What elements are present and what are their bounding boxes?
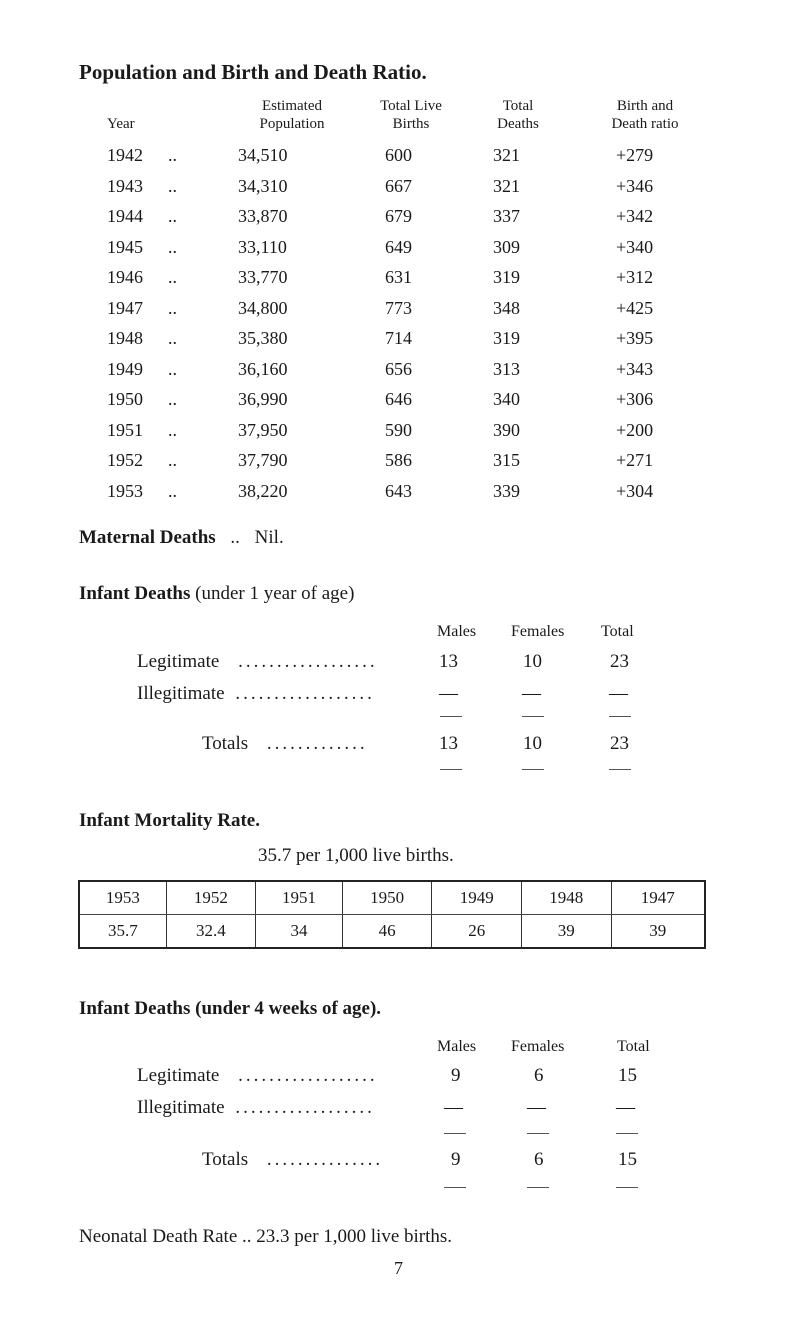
header-deaths-line2: Deaths [497, 116, 539, 132]
infant-rule-females-bottom [522, 769, 544, 770]
infant-legit-label: Legitimate [137, 651, 220, 672]
population-cell-ratio: +306 [616, 389, 654, 409]
neonatal-illegit-total: — [616, 1097, 635, 1118]
population-title: Population and Birth and Death Ratio. [79, 60, 427, 84]
neonatal-row-illegitimate [137, 1097, 375, 1119]
maternal-line [79, 527, 284, 549]
population-cell-dots: .. [168, 206, 177, 226]
population-cell-year: 1942 [107, 145, 143, 165]
population-cell-population: 33,870 [238, 206, 288, 226]
population-cell-deaths: 309 [493, 236, 520, 257]
population-cell-year: 1945 [107, 236, 143, 257]
population-cell-ratio: +346 [616, 175, 654, 196]
neonatal-rule-females-top [527, 1133, 549, 1134]
neonatal-title: Infant Deaths (under 4 weeks of age). [79, 998, 382, 1019]
population-cell-deaths: 321 [493, 145, 520, 165]
neonatal-legit-females: 6 [534, 1065, 544, 1086]
infant-totals-total: 23 [610, 733, 629, 754]
population-cell-births: 643 [385, 480, 412, 501]
population-cell-year: 1943 [107, 175, 143, 196]
mortality-rate-cell: 32.4 [166, 915, 256, 949]
header-population-line1: Estimated [262, 98, 322, 114]
neonatal-illegit-males: — [444, 1097, 463, 1118]
population-cell-ratio: +200 [616, 419, 654, 440]
infant-row-totals [202, 733, 368, 755]
infant-row-legitimate [137, 651, 378, 673]
header-population-line2: Population [259, 116, 325, 132]
population-cell-deaths: 319 [493, 267, 520, 287]
mortality-years-row [79, 881, 705, 915]
population-cell-dots: .. [168, 450, 177, 470]
population-cell-population: 36,160 [238, 358, 288, 379]
population-cell-population: 34,510 [238, 145, 288, 165]
population-cell-population: 34,800 [238, 297, 288, 318]
population-cell-year: 1951 [107, 419, 143, 440]
infant-rule-males-top [440, 716, 462, 717]
population-cell-births: 714 [385, 328, 412, 348]
neonatal-rule-males-bottom [444, 1187, 466, 1188]
infant-title-rest: (under 1 year of age) [195, 583, 355, 604]
infant-legit-females: 10 [523, 651, 542, 672]
population-cell-population: 38,220 [238, 480, 288, 501]
mortality-year-cell: 1951 [256, 881, 343, 915]
neonatal-legit-label: Legitimate [137, 1065, 220, 1086]
population-cell-ratio: +312 [616, 267, 654, 287]
neonatal-legit-leader: .................. [238, 1065, 378, 1086]
population-cell-ratio: +425 [616, 297, 654, 318]
maternal-value: Nil. [254, 527, 284, 548]
infant-rule-total-bottom [609, 769, 631, 770]
population-cell-deaths: 390 [493, 419, 520, 440]
mortality-year-cell: 1948 [521, 881, 611, 915]
population-cell-deaths: 339 [493, 480, 520, 501]
neonatal-totals-leader: ............... [266, 1149, 384, 1170]
mortality-rate-cell: 26 [432, 915, 522, 949]
population-cell-dots: .. [168, 297, 177, 318]
neonatal-row-totals [202, 1149, 383, 1171]
population-cell-dots: .. [168, 389, 177, 409]
header-ratio-line1: Birth and [616, 98, 674, 114]
infant-illegit-males: — [439, 683, 458, 704]
population-cell-births: 600 [385, 145, 412, 165]
population-cell-births: 656 [385, 358, 412, 379]
population-cell-dots: .. [168, 145, 177, 165]
population-cell-dots: .. [168, 419, 177, 440]
population-cell-population: 37,950 [238, 419, 288, 440]
neonatal-totals-label: Totals [202, 1149, 249, 1170]
mortality-year-cell: 1950 [342, 881, 432, 915]
infant-legit-leader: .................. [238, 651, 378, 672]
population-cell-dots: .. [168, 267, 177, 287]
neonatal-rule-total-bottom [616, 1187, 638, 1188]
population-cell-births: 646 [385, 389, 412, 409]
page-number: 7 [394, 1258, 403, 1278]
population-cell-deaths: 337 [493, 206, 520, 226]
infant-legit-total: 23 [610, 651, 629, 672]
infant-rule-total-top [609, 716, 631, 717]
mortality-subtitle: 35.7 per 1,000 live births. [258, 845, 454, 866]
population-cell-births: 773 [385, 297, 412, 318]
population-cell-dots: .. [168, 358, 177, 379]
population-cell-population: 37,790 [238, 450, 288, 470]
infant-title [79, 583, 354, 605]
neonatal-totals-total: 15 [618, 1149, 637, 1170]
population-cell-population: 36,990 [238, 389, 288, 409]
infant-legit-males: 13 [439, 651, 458, 672]
population-cell-births: 631 [385, 267, 412, 287]
infant-illegit-females: — [522, 683, 541, 704]
population-cell-year: 1947 [107, 297, 143, 318]
infant-totals-leader: ............. [266, 733, 368, 754]
header-births-line2: Births [392, 116, 430, 132]
mortality-rate-cell: 34 [256, 915, 343, 949]
population-cell-births: 679 [385, 206, 412, 226]
population-cell-population: 35,380 [238, 328, 288, 348]
population-cell-dots: .. [168, 175, 177, 196]
population-cell-deaths: 348 [493, 297, 520, 318]
maternal-label: Maternal Deaths [79, 527, 216, 548]
population-cell-population: 33,110 [238, 236, 287, 257]
population-cell-year: 1949 [107, 358, 143, 379]
header-deaths-line1: Total [502, 98, 534, 114]
header-deaths [458, 97, 578, 133]
population-cell-births: 667 [385, 175, 412, 196]
header-ratio-line2: Death ratio [611, 116, 679, 132]
neonatal-rule-males-top [444, 1133, 466, 1134]
population-cell-dots: .. [168, 480, 177, 501]
infant-totals-males: 13 [439, 733, 458, 754]
mortality-rate-cell: 39 [611, 915, 705, 949]
neonatal-header-females: Females [511, 1038, 565, 1055]
population-cell-year: 1952 [107, 450, 143, 470]
population-cell-deaths: 319 [493, 328, 520, 348]
mortality-year-cell: 1947 [611, 881, 705, 915]
mortality-table [78, 880, 706, 949]
mortality-rate-cell: 35.7 [79, 915, 166, 949]
population-cell-dots: .. [168, 236, 177, 257]
population-cell-births: 649 [385, 236, 412, 257]
infant-header-females: Females [511, 623, 565, 640]
population-cell-year: 1946 [107, 267, 143, 287]
header-year: Year [107, 116, 135, 132]
neonatal-rule-females-bottom [527, 1187, 549, 1188]
neonatal-illegit-females: — [527, 1097, 546, 1118]
population-cell-year: 1950 [107, 389, 143, 409]
population-cell-year: 1953 [107, 480, 143, 501]
neonatal-row-legitimate [137, 1065, 378, 1087]
neonatal-rate: Neonatal Death Rate .. 23.3 per 1,000 live births. [79, 1226, 453, 1247]
mortality-year-cell: 1952 [166, 881, 256, 915]
header-births-line1: Total Live [380, 98, 442, 114]
neonatal-legit-males: 9 [451, 1065, 461, 1086]
neonatal-legit-total: 15 [618, 1065, 637, 1086]
population-cell-ratio: +343 [616, 358, 654, 379]
infant-illegit-leader: .................. [235, 683, 375, 704]
mortality-title: Infant Mortality Rate. [79, 810, 260, 831]
population-cell-births: 590 [385, 419, 412, 440]
population-cell-deaths: 315 [493, 450, 520, 470]
neonatal-totals-females: 6 [534, 1149, 544, 1170]
population-cell-ratio: +279 [616, 145, 654, 165]
neonatal-illegit-leader: .................. [235, 1097, 375, 1118]
infant-rule-females-top [522, 716, 544, 717]
mortality-rates-row [79, 915, 705, 949]
neonatal-illegit-label: Illegitimate [137, 1097, 225, 1118]
infant-title-bold: Infant Deaths [79, 583, 191, 604]
infant-row-illegitimate [137, 683, 375, 705]
population-cell-population: 33,770 [238, 267, 288, 287]
mortality-rate-cell: 46 [342, 915, 432, 949]
population-cell-deaths: 340 [493, 389, 520, 409]
population-cell-ratio: +395 [616, 328, 654, 348]
population-cell-population: 34,310 [238, 175, 288, 196]
population-cell-ratio: +342 [616, 206, 654, 226]
header-ratio [580, 97, 710, 133]
mortality-year-cell: 1953 [79, 881, 166, 915]
population-cell-year: 1944 [107, 206, 143, 226]
mortality-year-cell: 1949 [432, 881, 522, 915]
neonatal-totals-males: 9 [451, 1149, 461, 1170]
population-cell-births: 586 [385, 450, 412, 470]
infant-rule-males-bottom [440, 769, 462, 770]
infant-illegit-label: Illegitimate [137, 683, 225, 704]
infant-header-males: Males [437, 623, 477, 640]
population-cell-ratio: +304 [616, 480, 654, 501]
population-cell-deaths: 321 [493, 175, 520, 196]
population-cell-dots: .. [168, 328, 177, 348]
infant-header-total: Total [601, 623, 634, 640]
population-cell-year: 1948 [107, 328, 143, 348]
infant-totals-females: 10 [523, 733, 542, 754]
maternal-dots: .. [230, 527, 240, 548]
population-cell-ratio: +271 [616, 450, 654, 470]
neonatal-header-males: Males [437, 1038, 477, 1055]
neonatal-header-total: Total [617, 1038, 650, 1055]
population-cell-ratio: +340 [616, 236, 654, 257]
infant-illegit-total: — [609, 683, 628, 704]
neonatal-rule-total-top [616, 1133, 638, 1134]
infant-totals-label: Totals [202, 733, 249, 754]
population-cell-deaths: 313 [493, 358, 520, 379]
mortality-rate-cell: 39 [521, 915, 611, 949]
